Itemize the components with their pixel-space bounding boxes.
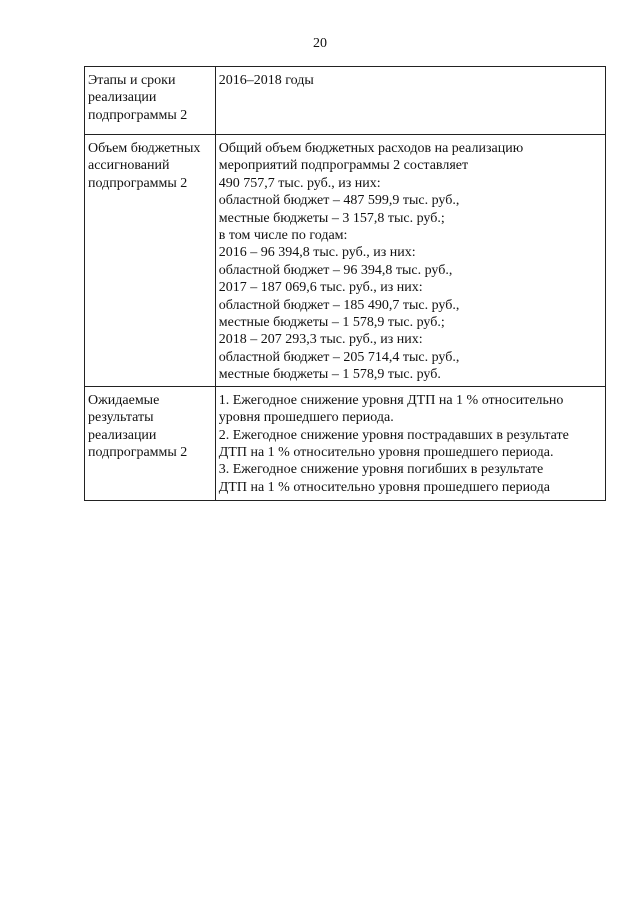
row-value-line: в том числе по годам: [218,228,348,244]
row-label-cell [85,67,216,135]
row-label-line: ассигнований [88,158,170,174]
row-value-line: местные бюджеты – 3 157,8 тыс. руб.; [218,210,445,226]
row-value-cell [215,67,605,135]
row-value-line: областной бюджет – 487 599,9 тыс. руб., [218,193,460,209]
row-label-cell [85,386,216,500]
row-value-line: 2016 – 96 394,8 тыс. руб., из них: [218,245,416,261]
row-value-line: 2018 – 207 293,3 тыс. руб., из них: [218,332,423,348]
row-value-line: местные бюджеты – 1 578,9 тыс. руб. [218,367,441,383]
row-label-line: подпрограммы 2 [88,175,188,191]
row-label-line: Объем бюджетных [88,141,201,156]
row-value-line: ДТП на 1 % относительно уровня прошедшего периода. [218,444,554,460]
row-value-line: областной бюджет – 205 714,4 тыс. руб., [218,349,460,365]
row-value-line: Общий объем бюджетных расходов на реализацию [218,141,524,156]
row-value-line: ДТП на 1 % относительно уровня прошедшего периода [218,479,550,495]
table-row-budget [85,135,606,387]
row-label-line: результаты [88,410,154,426]
row-label-line: реализации [88,90,157,106]
row-label-cell [85,135,216,387]
table-row-results [85,386,606,500]
row-value-line: 2. Ежегодное снижение уровня пострадавших в результате [218,427,569,443]
row-value-line: 1. Ежегодное снижение уровня ДТП на 1 % относительно [218,392,564,408]
table-row-stages [85,67,606,135]
row-value-line: областной бюджет – 96 394,8 тыс. руб., [218,262,453,278]
row-label-line: подпрограммы 2 [88,444,188,460]
row-value-line: областной бюджет – 185 490,7 тыс. руб., [218,297,460,313]
row-label-line: реализации [88,427,157,443]
passport-table [84,66,606,501]
row-label-line: подпрограммы 2 [88,107,188,123]
row-label-line: Ожидаемые [88,392,160,408]
row-value-line: 2017 – 187 069,6 тыс. руб., из них: [218,280,423,296]
row-value-line: мероприятий подпрограммы 2 составляет [218,158,469,174]
row-value-line: 3. Ежегодное снижение уровня погибших в результате [218,462,544,478]
row-value-line: 2016–2018 годы [218,73,314,88]
row-value-line: уровня прошедшего периода. [218,410,394,426]
row-value-line: местные бюджеты – 1 578,9 тыс. руб.; [218,315,445,331]
row-value-cell [215,135,605,387]
page-number: 20 [313,36,327,51]
row-value-line: 490 757,7 тыс. руб., из них: [218,175,381,191]
row-value-cell [215,386,605,500]
row-label-line: Этапы и сроки [88,73,176,88]
